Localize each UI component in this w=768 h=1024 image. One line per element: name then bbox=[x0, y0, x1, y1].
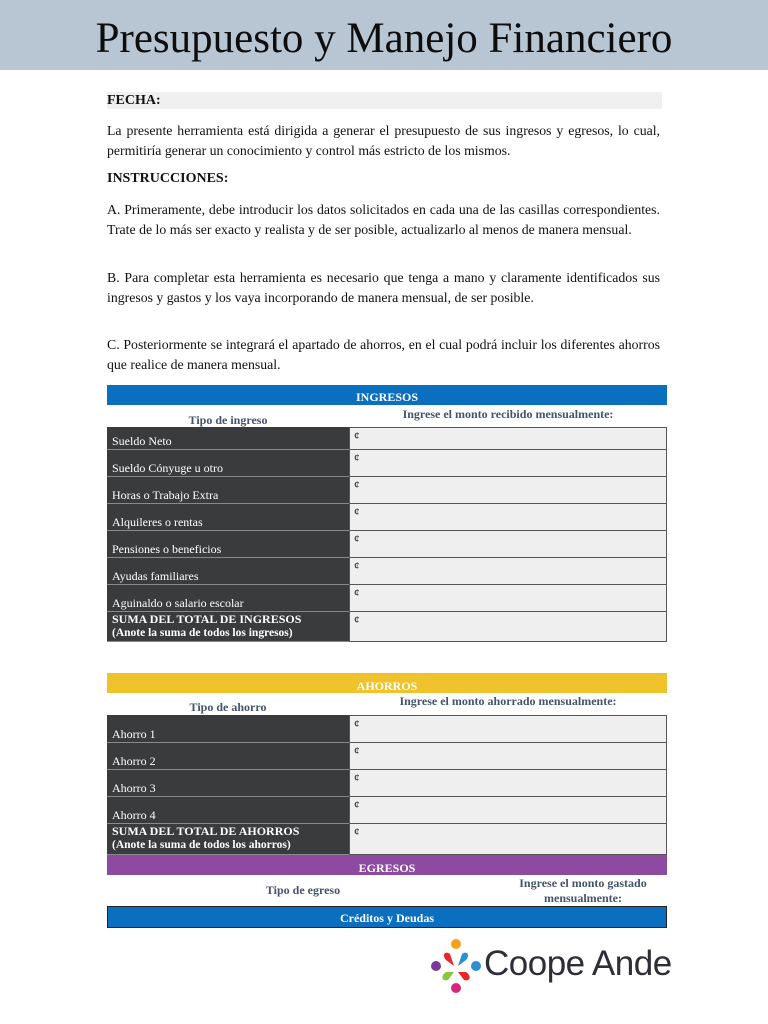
ingresos-row-label: Sueldo Neto bbox=[107, 427, 349, 450]
ahorros-header: AHORROS bbox=[107, 673, 667, 693]
ingresos-total-row bbox=[107, 612, 667, 642]
ahorros-total-label: SUMA DEL TOTAL DE AHORROS (Anote la suma de todos los ahorros) bbox=[107, 824, 349, 855]
ahorros-row-label: Ahorro 1 bbox=[107, 715, 349, 743]
ingresos-amount-input[interactable]: ¢ bbox=[349, 531, 667, 558]
fecha-field[interactable] bbox=[107, 92, 662, 109]
ahorros-row bbox=[107, 743, 667, 770]
instruction-b: B. Para completar esta herramienta es necesario que tenga a mano y claramente identificados sus ingresos y gastos y los vaya incorporando de manera mensual, de ser posible. bbox=[107, 270, 660, 305]
ingresos-amount-input[interactable]: ¢ bbox=[349, 585, 667, 612]
ingresos-row bbox=[107, 477, 667, 504]
page-title: Presupuesto y Manejo Financiero bbox=[95, 15, 673, 62]
ahorros-total-input[interactable]: ¢ bbox=[349, 824, 667, 855]
ingresos-col-tipo: Tipo de ingreso bbox=[188, 413, 268, 427]
title-banner bbox=[0, 0, 768, 70]
ahorros-row-label: Ahorro 2 bbox=[107, 743, 349, 770]
ahorros-total-row bbox=[107, 824, 667, 855]
egresos-col-tipo: Tipo de egreso bbox=[265, 883, 341, 897]
ahorros-row bbox=[107, 770, 667, 797]
egresos-col-monto-line1: Ingrese el monto gastado bbox=[519, 876, 647, 890]
ingresos-row bbox=[107, 427, 667, 450]
ingresos-row-label: Sueldo Cónyuge u otro bbox=[107, 450, 349, 477]
ingresos-header: INGRESOS bbox=[107, 385, 667, 405]
egresos-header: EGRESOS bbox=[107, 855, 667, 875]
ingresos-row-label: Pensiones o beneficios bbox=[107, 531, 349, 558]
ingresos-amount-input[interactable]: ¢ bbox=[349, 427, 667, 450]
fecha-label: FECHA: bbox=[107, 93, 161, 108]
instruction-c: C. Posteriormente se integrará el apartado de ahorros, en el cual podrá incluir los diferentes ahorros que realice de manera mensual. bbox=[107, 337, 660, 372]
ahorros-amount-input[interactable]: ¢ bbox=[349, 797, 667, 824]
ingresos-row bbox=[107, 504, 667, 531]
ingresos-col-monto: Ingrese el monto recibido mensualmente: bbox=[402, 407, 614, 421]
ahorros-col-monto: Ingrese el monto ahorrado mensualmente: bbox=[399, 694, 617, 708]
ahorros-amount-input[interactable]: ¢ bbox=[349, 770, 667, 797]
ingresos-amount-input[interactable]: ¢ bbox=[349, 477, 667, 504]
ingresos-row-label: Ayudas familiares bbox=[107, 558, 349, 585]
egresos-col-monto bbox=[499, 876, 667, 906]
ahorros-amount-input[interactable]: ¢ bbox=[349, 743, 667, 770]
ahorros-row bbox=[107, 715, 667, 743]
egresos-col-monto-line2: mensualmente: bbox=[544, 891, 622, 905]
ingresos-amount-input[interactable]: ¢ bbox=[349, 558, 667, 585]
instrucciones-heading: INSTRUCCIONES: bbox=[107, 171, 229, 186]
coope-ande-logo-icon bbox=[428, 936, 484, 996]
ingresos-row bbox=[107, 585, 667, 612]
ahorros-row bbox=[107, 797, 667, 824]
ahorros-row-label: Ahorro 4 bbox=[107, 797, 349, 824]
ahorros-table bbox=[107, 715, 667, 855]
ahorros-col-tipo: Tipo de ahorro bbox=[189, 700, 267, 714]
ahorros-amount-input[interactable]: ¢ bbox=[349, 715, 667, 743]
ingresos-row-label: Alquileres o rentas bbox=[107, 504, 349, 531]
ingresos-total-input[interactable]: ¢ bbox=[349, 612, 667, 642]
ingresos-table bbox=[107, 427, 667, 642]
logo-text: Coope Ande bbox=[484, 944, 672, 983]
ingresos-amount-input[interactable]: ¢ bbox=[349, 504, 667, 531]
instruction-a: A. Primeramente, debe introducir los datos solicitados en cada una de las casillas correspondientes. Trate de lo más ser exacto y realista y de ser posible, actualizarlo al menos de manera mensual. bbox=[107, 202, 660, 237]
ingresos-amount-input[interactable]: ¢ bbox=[349, 450, 667, 477]
ingresos-row bbox=[107, 450, 667, 477]
ingresos-row-label: Aguinaldo o salario escolar bbox=[107, 585, 349, 612]
ingresos-row bbox=[107, 531, 667, 558]
ahorros-row-label: Ahorro 3 bbox=[107, 770, 349, 797]
ingresos-row bbox=[107, 558, 667, 585]
ingresos-total-label: SUMA DEL TOTAL DE INGRESOS (Anote la suma de todos los ingresos) bbox=[107, 612, 349, 642]
creditos-deudas-header: Créditos y Deudas bbox=[107, 906, 667, 928]
intro-paragraph: La presente herramienta está dirigida a generar el presupuesto de sus ingresos y egresos, lo cual, permitiría generar un conocimiento y control más estricto de los mismos. bbox=[107, 123, 660, 158]
ingresos-row-label: Horas o Trabajo Extra bbox=[107, 477, 349, 504]
